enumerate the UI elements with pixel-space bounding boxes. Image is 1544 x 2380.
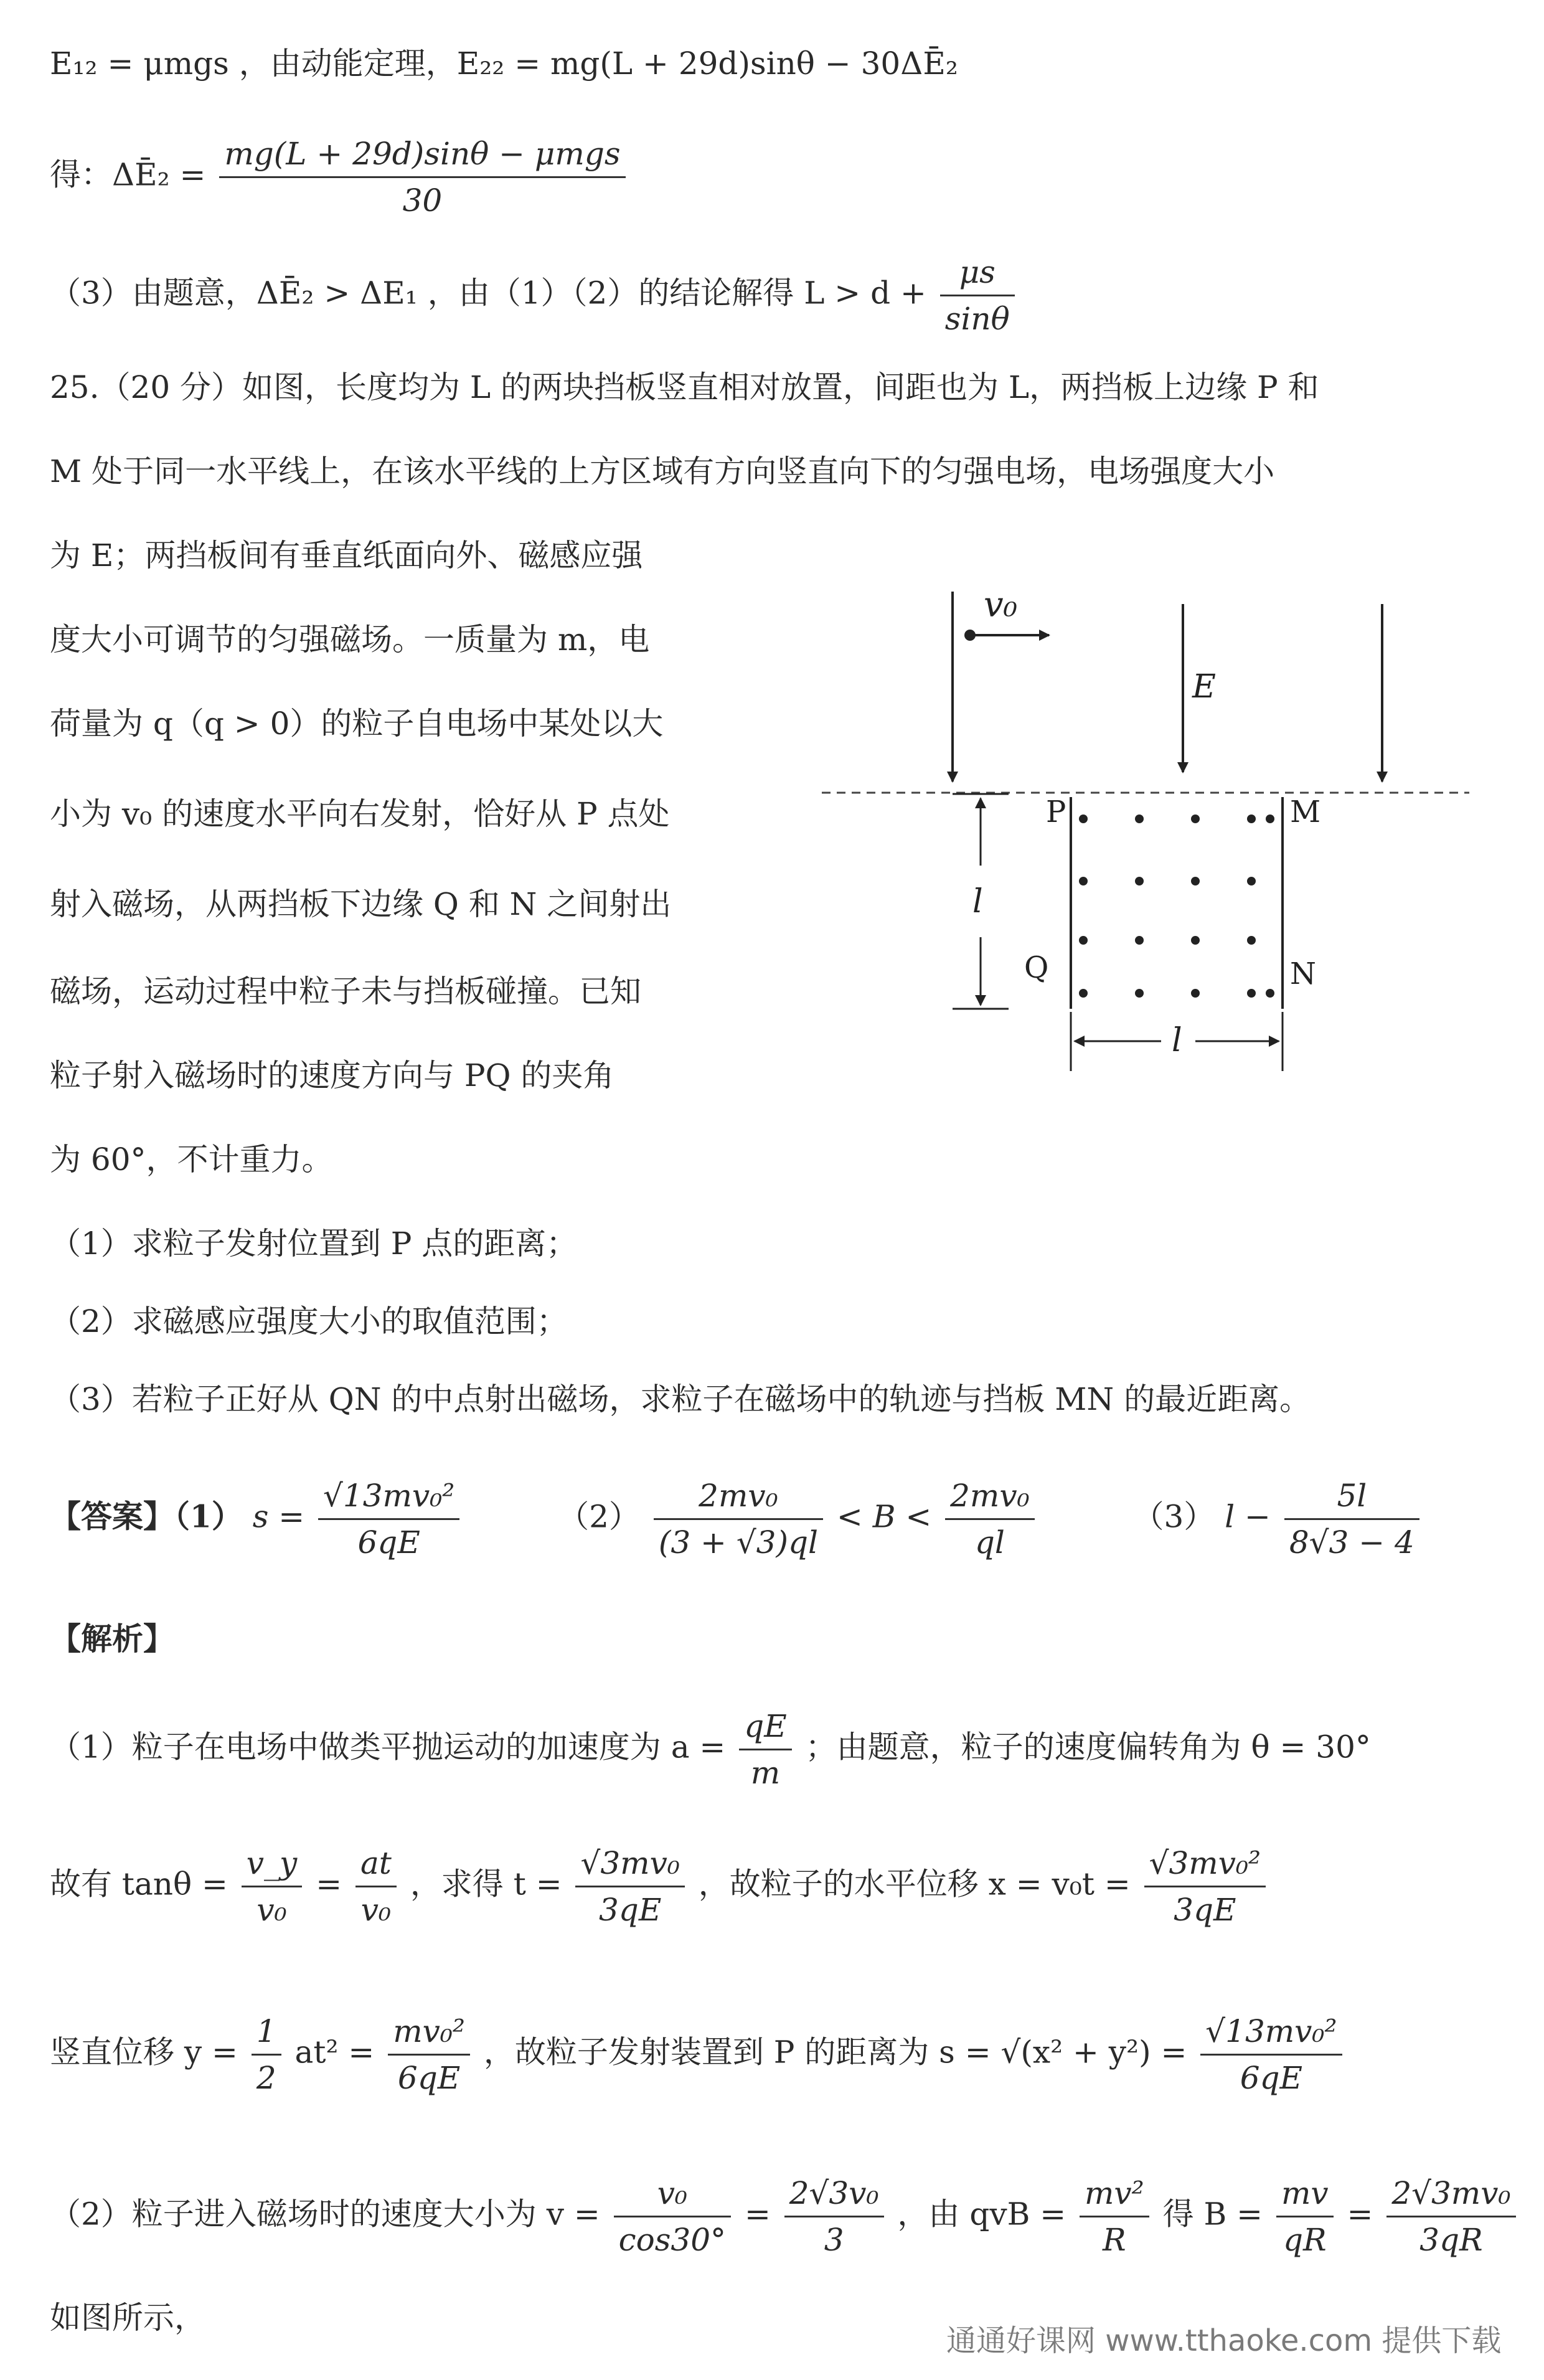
answer2-lower-fraction [654, 1476, 823, 1562]
analysis-line-2 [50, 1843, 1269, 1930]
fraction-denominator: 6qE [357, 1524, 420, 1561]
analysis-line-1 [50, 1706, 1371, 1793]
analysis3-mid2: ，故粒子发射装置到 P 的距离为 s = √(x² + y²) = [483, 2034, 1197, 2071]
vertical-displacement-fraction [388, 2011, 470, 2098]
time-fraction [575, 1843, 684, 1930]
fraction-denominator: 3qR [1419, 2222, 1483, 2258]
point-q-label: Q [1024, 950, 1049, 985]
answer3-label: （3） [1132, 1498, 1215, 1535]
fraction-numerator: √13mv₀² [318, 1476, 459, 1520]
fraction-numerator: mv₀² [388, 2011, 470, 2056]
question-text-line-4: 度大小可调节的匀强磁场。一质量为 m，电 [50, 621, 650, 658]
half-fraction [252, 2011, 281, 2098]
analysis4-mid: ，由 qvB = [897, 2196, 1076, 2232]
analysis-label: 【解析】 [50, 1620, 174, 1657]
fraction-numerator: mv [1276, 2173, 1334, 2217]
dim-vertical-label: l [972, 883, 983, 920]
answer3-fraction [1284, 1476, 1419, 1562]
b-fraction-1 [1276, 2173, 1334, 2260]
text-line-conclusion-3 [50, 252, 1019, 339]
analysis-line-5: 如图所示， [50, 2300, 205, 2336]
dim-horizontal-label: l [1172, 1022, 1182, 1059]
question-text-line-6: 小为 v₀ 的速度水平向右发射，恰好从 P 点处 [50, 796, 670, 832]
delta-e2-prefix: 得：ΔĒ₂ = [50, 156, 216, 193]
point-p-label: P [1046, 795, 1066, 829]
analysis3-mid: at² = [294, 2034, 385, 2071]
magnetic-field-dots [1079, 815, 1274, 998]
fraction-numerator: 1 [252, 2011, 281, 2056]
analysis3-prefix: 竖直位移 y = [50, 2034, 248, 2071]
acceleration-fraction [739, 1706, 792, 1793]
v0-label: v₀ [984, 585, 1018, 625]
analysis2-mid: ，求得 t = [410, 1866, 572, 1902]
fraction-numerator: 2√3mv₀ [1386, 2173, 1515, 2217]
question-text-line-5: 荷量为 q（q > 0）的粒子自电场中某处以大 [50, 706, 664, 742]
fraction-numerator: 2√3v₀ [784, 2173, 884, 2217]
e-field-label: E [1192, 668, 1216, 706]
analysis2-equals: = [316, 1866, 352, 1902]
fraction-numerator: v_y [242, 1843, 303, 1887]
tan-fraction-2 [355, 1843, 397, 1930]
fraction-numerator: mg(L + 29d)sinθ − μmgs [219, 134, 625, 178]
conclusion-prefix: （3）由题意，ΔĒ₂ > ΔE₁ ，由（1）（2）的结论解得 L > d + [50, 275, 936, 311]
answer2-upper-fraction [945, 1476, 1035, 1562]
fraction-numerator: 5l [1284, 1476, 1419, 1520]
fraction-denominator: qR [1283, 2222, 1327, 2258]
fraction-numerator: 2mv₀ [945, 1476, 1035, 1520]
text-line-delta-e2 [50, 134, 629, 220]
question-intro-line-2: M 处于同一水平线上，在该水平线的上方区域有方向竖直向下的匀强电场，电场强度大小 [50, 453, 1275, 489]
fraction-denominator: (3 + √3)ql [658, 1524, 818, 1561]
fraction-denominator: 3qE [1174, 1892, 1236, 1928]
fraction-denominator: m [750, 1755, 781, 1791]
question-text-line-10: 为 60°，不计重力。 [50, 1141, 333, 1178]
fraction-denominator: 30 [402, 182, 443, 219]
question-text-line-3: 为 E；两挡板间有垂直纸面向外、磁感应强 [50, 537, 643, 574]
fraction-denominator: v₀ [257, 1892, 287, 1928]
sub-question-3: （3）若粒子正好从 QN 的中点射出磁场，求粒子在磁场中的轨迹与挡板 MN 的最近距离。 [50, 1381, 1311, 1417]
fraction-denominator: 3qE [599, 1892, 662, 1928]
question-text-line-7: 射入磁场，从两挡板下边缘 Q 和 N 之间射出 [50, 886, 672, 922]
speed-fraction-2 [784, 2173, 884, 2260]
sub-question-2: （2）求磁感应强度大小的取值范围； [50, 1303, 568, 1339]
speed-fraction-1 [614, 2173, 731, 2260]
b-fraction-2 [1386, 2173, 1515, 2260]
fraction-denominator: 3 [824, 2222, 844, 2258]
distance-fraction [1200, 2011, 1342, 2098]
delta-e2-fraction [219, 134, 625, 220]
answer-line [50, 1476, 1423, 1562]
analysis2-prefix: 故有 tanθ = [50, 1866, 238, 1902]
fraction-numerator: √13mv₀² [1200, 2011, 1342, 2056]
answer1-fraction [318, 1476, 459, 1562]
analysis1-suffix: ；由题意，粒子的速度偏转角为 θ = 30° [805, 1729, 1371, 1765]
conclusion-fraction [940, 252, 1015, 339]
fraction-numerator: √3mv₀² [1144, 1843, 1266, 1887]
point-m-label: M [1290, 795, 1321, 829]
fraction-denominator: 8√3 − 4 [1289, 1524, 1415, 1561]
fraction-denominator: 2 [256, 2060, 276, 2096]
fraction-denominator: 6qE [1240, 2060, 1303, 2096]
fraction-denominator: 6qE [397, 2060, 461, 2096]
analysis2-mid2: ，故粒子的水平位移 x = v₀t = [698, 1866, 1141, 1902]
analysis-line-4 [50, 2173, 1520, 2260]
fraction-numerator: 2mv₀ [654, 1476, 823, 1520]
tan-fraction-1 [242, 1843, 303, 1930]
question-text-line-9: 粒子射入磁场时的速度方向与 PQ 的夹角 [50, 1057, 614, 1093]
fraction-numerator: √3mv₀ [575, 1843, 684, 1887]
physics-figure [809, 573, 1494, 1084]
fraction-numerator: qE [739, 1706, 792, 1750]
fraction-numerator: v₀ [614, 2173, 731, 2217]
analysis4-prefix: （2）粒子进入磁场时的速度大小为 v = [50, 2196, 610, 2232]
centripetal-fraction [1080, 2173, 1149, 2260]
fraction-denominator: ql [974, 1524, 1005, 1561]
point-n-label: N [1290, 956, 1316, 991]
text-line-energy: E₁₂ = μmgs ，由动能定理，E₂₂ = mg(L + 29d)sinθ − 30ΔĒ₂ [50, 45, 958, 82]
fraction-denominator: cos30° [618, 2222, 727, 2258]
fraction-denominator: sinθ [944, 301, 1010, 337]
analysis4-mid2: 得 B = [1162, 2196, 1273, 2232]
fraction-numerator: mv² [1080, 2173, 1149, 2217]
answer2-label: （2） [558, 1498, 640, 1535]
horizontal-displacement-fraction [1144, 1843, 1266, 1930]
analysis4-equals: = [744, 2196, 781, 2232]
sub-question-1: （1）求粒子发射位置到 P 点的距离； [50, 1225, 578, 1262]
analysis-line-3 [50, 2011, 1346, 2098]
analysis4-equals-2: = [1347, 2196, 1383, 2232]
fraction-denominator: v₀ [360, 1892, 392, 1928]
answer-label: 【答案】（1） [50, 1498, 243, 1535]
fraction-denominator: R [1103, 2222, 1126, 2258]
analysis1-prefix: （1）粒子在电场中做类平抛运动的加速度为 a = [50, 1729, 736, 1765]
answer2-inequality: < B < [836, 1498, 942, 1535]
question-text-line-8: 磁场，运动过程中粒子未与挡板碰撞。已知 [50, 973, 641, 1009]
answer1-prefix: s = [252, 1498, 315, 1535]
question-intro-line-1: 25.（20 分）如图，长度均为 L 的两块挡板竖直相对放置，间距也为 L，两挡板上边缘 P 和 [50, 369, 1319, 405]
answer3-prefix: l − [1225, 1498, 1281, 1535]
fraction-numerator: μs [940, 252, 1015, 296]
fraction-numerator: at [355, 1843, 397, 1887]
watermark-text: 通通好课网 www.tthaoke.com 提供下载 [946, 2323, 1502, 2358]
